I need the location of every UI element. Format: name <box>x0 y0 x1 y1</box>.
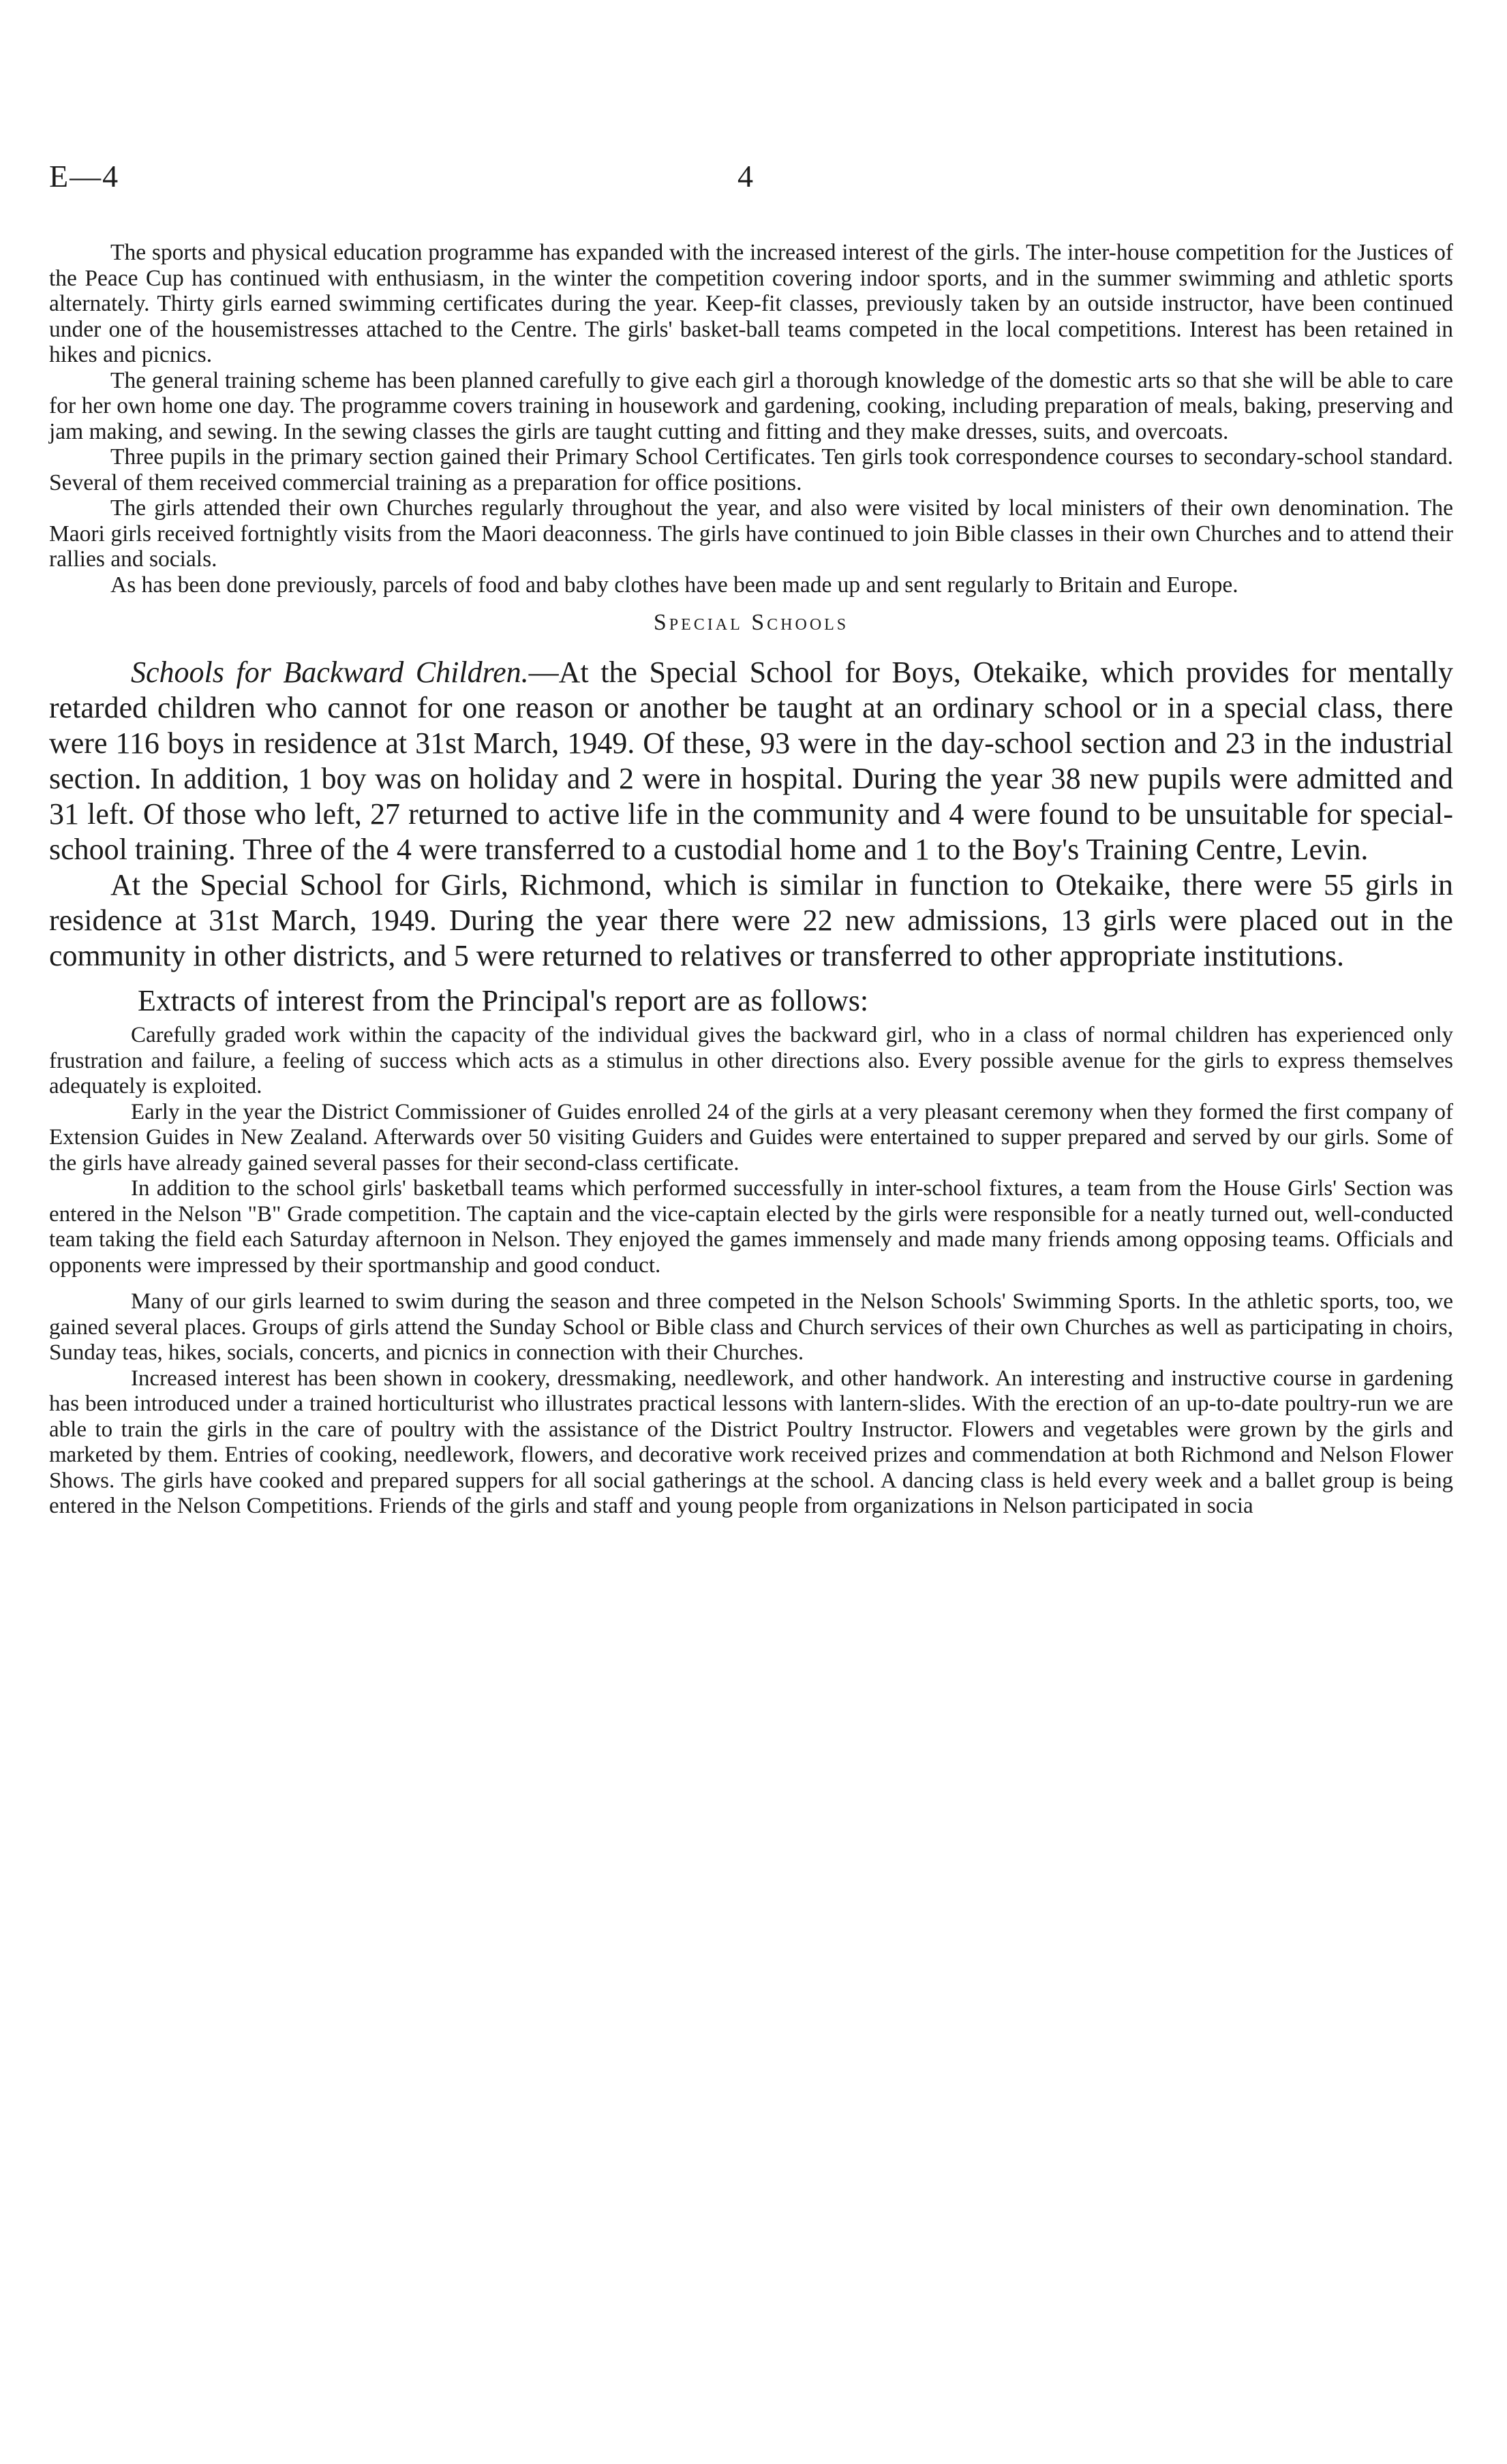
quote-guides: Early in the year the District Commissioner of Guides enrolled 24 of the girls at a very pleasant ceremony when they formed the first company of Extension Guides in New Zealand. Afterwards over 50 visiting Guiders and Guides were entertained to supper prepared and served by our girls. Some of the girls have already gained several passes for their second-class certificate. <box>49 1099 1453 1175</box>
paragraph-richmond: At the Special School for Girls, Richmond, which is similar in function to Otekaike, there were 55 girls in residence at 31st March, 1949. During the year there were 22 new admissions, 13 girls were placed out in the community in other districts, and 5 were returned to relatives or transferred to other appropriate institutions. <box>49 868 1453 972</box>
principal-report-extracts <box>49 1023 1453 1520</box>
paragraph-gap <box>49 1278 1453 1289</box>
paragraph-training: The general training scheme has been planned carefully to give each girl a thorough knowledge of the domestic arts so that she will be able to care for her own home one day. The programme covers training in housework and gardening, cooking, including preparation of meals, baking, preserving and jam making, and sewing. In the sewing classes the girls are taught cutting and fitting and they make dresses, suits, and overcoats. <box>49 367 1453 444</box>
section-heading: Special Schools <box>653 610 849 635</box>
paragraph-sports: The sports and physical education programme has expanded with the increased interest of the girls. The inter-house competition for the Justices of the Peace Cup has continued with enthusiasm, in the winter the competition covering indoor sports, and in the summer swimming and athletic sports alternately. Thirty girls earned swimming certificates during the year. Keep-fit classes, previously taken by an outside instructor, have been continued under one of the housemistresses attached to the Centre. The girls' basket-ball teams competed in the local competitions. Interest has been retained in hikes and picnics. <box>49 240 1453 367</box>
otekaike-text: —At the Special School for Boys, Otekaike, which provides for mentally retarded children who cannot for one reason or another be taught at an ordinary school or in a special class, there were 116 boys in residence at 31st March, 1949. Of these, 93 were in the day-school section and 23 in the industrial section. In addition, 1 boy was on holiday and 2 were in hospital. During the year 38 new pupils were admitted and 31 left. Of those who left, 27 returned to active life in the community and 4 were found to be unsuitable for special-school training. Three of the 4 were transferred to a custodial home and 1 to the Boy's Training Centre, Levin. <box>49 656 1453 866</box>
report-reference: E—4 <box>49 159 120 194</box>
page-header <box>49 158 1453 206</box>
quote-graded-work: Carefully graded work within the capacity of the individual gives the backward girl, who in a class of normal children has experienced only frustration and failure, a feeling of success which acts as a stimulus in other directions also. Every possible avenue for the girls to express themselves adequately is exploited. <box>49 1023 1453 1098</box>
extracts-intro: Extracts of interest from the Principal's report are as follows: <box>138 984 869 1017</box>
quote-swimming: Many of our girls learned to swim during the season and three competed in the Nelson Schools' Swimming Sports. In the athletic sports, too, we gained several places. Groups of girls attend the Sunday School or Bible class and Church services of their own Churches as well as participating in choirs, Sunday teas, hikes, socials, concerts, and picnics in connection with their Churches. <box>49 1289 1453 1365</box>
paragraph-otekaike <box>49 655 1453 867</box>
quote-cookery: Increased interest has been shown in cookery, dressmaking, needlework, and other handwork. An interesting and instructive course in gardening has been introduced under a trained horticulturist who illustrates practical lessons with lantern-slides. With the erection of an up-to-date poultry-run we are able to train the girls in the care of poultry with the assistance of the District Poultry Instructor. Flowers and vegetables were grown by the girls and marketed by them. Entries of cooking, needlework, flowers, and decorative work received prizes and commendation at both Richmond and Nelson Flower Shows. The girls have cooked and prepared suppers for all social gatherings at the school. A dancing class is held every week and a ballet group is being entered in the Nelson Competitions. Friends of the girls and staff and young people from organizations in Nelson participated in socia <box>49 1366 1453 1518</box>
quote-basketball: In addition to the school girls' basketball teams which performed successfully in inter-school fixtures, a team from the House Girls' Section was entered in the Nelson "B" Grade competition. The captain and the vice-captain elected by the girls were responsible for a neatly turned out, well-conducted team taking the field each Saturday afternoon in Nelson. They enjoyed the games immensely and made many friends among opposing teams. Officials and opponents were impressed by their sportmanship and good conduct. <box>49 1176 1453 1278</box>
page-number: 4 <box>737 159 753 194</box>
page-body <box>49 240 1453 1520</box>
intro-section <box>49 240 1453 598</box>
paragraph-parcels: As has been done previously, parcels of food and baby clothes have been made up and sent regularly to Britain and Europe. <box>110 572 1238 598</box>
special-schools-section <box>49 655 1453 974</box>
paragraph-pupils: Three pupils in the primary section gained their Primary School Certificates. Ten girls took correspondence courses to secondary-school standard. Several of them received commercial training as a preparation for office positions. <box>49 444 1453 495</box>
paragraph-churches: The girls attended their own Churches regularly throughout the year, and also were visited by local ministers of their own denomination. The Maori girls received fortnightly visits from the Maori deaconness. The girls have continued to join Bible classes in their own Churches and to attend their rallies and socials. <box>49 495 1453 572</box>
subheading-backward-children: Schools for Backward Children. <box>131 656 529 689</box>
